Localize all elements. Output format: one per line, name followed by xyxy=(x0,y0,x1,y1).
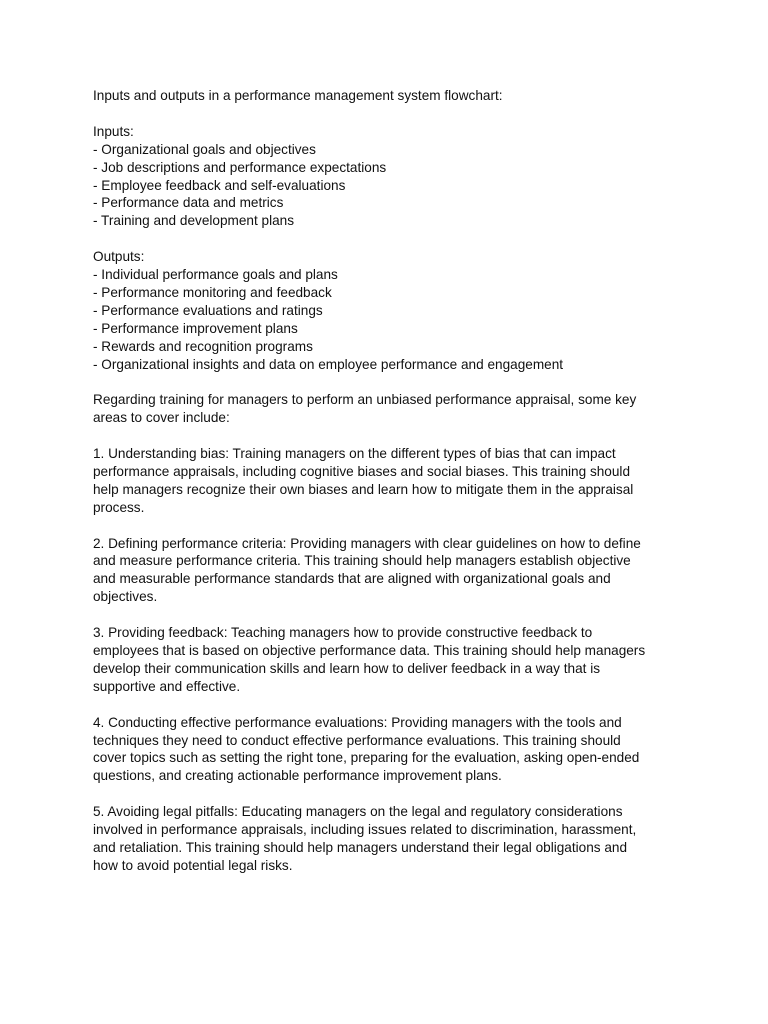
inputs-item: - Training and development plans xyxy=(93,213,295,229)
point-line: involved in performance appraisals, including issues related to discrimination, harassment, xyxy=(93,822,637,838)
training-point-3 xyxy=(93,624,683,696)
point-line: 4. Conducting effective performance evaluations: Providing managers with the tools and xyxy=(93,714,622,730)
training-point-2 xyxy=(93,535,683,607)
inputs-item: - Employee feedback and self-evaluations xyxy=(93,177,346,193)
point-line: process. xyxy=(93,499,145,515)
point-line: 3. Providing feedback: Teaching managers how to provide constructive feedback to xyxy=(93,625,593,641)
point-line: help managers recognize their own biases and learn how to mitigate them in the appraisal xyxy=(93,481,634,497)
training-point-5 xyxy=(93,803,683,875)
outputs-item: - Organizational insights and data on employee performance and engagement xyxy=(93,356,564,372)
point-line: performance appraisals, including cognitive biases and social biases. This training should xyxy=(93,463,631,479)
document-title: Inputs and outputs in a performance management system flowchart: xyxy=(93,88,503,103)
training-point-1 xyxy=(93,445,683,517)
point-line: and retaliation. This training should help managers understand their legal obligations and xyxy=(93,839,628,855)
point-line: 1. Understanding bias: Training managers on the different types of bias that can impact xyxy=(93,446,616,462)
inputs-heading: Inputs: xyxy=(93,123,134,139)
document-page xyxy=(93,87,683,893)
outputs-item: - Individual performance goals and plans xyxy=(93,267,338,283)
outputs-item: - Performance improvement plans xyxy=(93,320,298,336)
document-title-block xyxy=(93,87,683,105)
point-line: employees that is based on objective performance data. This training should help managers xyxy=(93,643,646,658)
outputs-section xyxy=(93,248,683,373)
point-line: and measure performance criteria. This training should help managers establish objective xyxy=(93,553,631,569)
inputs-section xyxy=(93,123,683,230)
training-intro xyxy=(93,391,683,427)
inputs-item: - Organizational goals and objectives xyxy=(93,141,316,157)
point-line: cover topics such as setting the right tone, preparing for the evaluation, asking open-ended xyxy=(93,750,640,766)
point-line: techniques they need to conduct effective performance evaluations. This training should xyxy=(93,732,621,748)
inputs-item: - Job descriptions and performance expectations xyxy=(93,159,387,175)
point-line: and measurable performance standards that are aligned with organizational goals and xyxy=(93,571,611,587)
training-point-4 xyxy=(93,714,683,786)
outputs-heading: Outputs: xyxy=(93,249,145,265)
point-line: questions, and creating actionable performance improvement plans. xyxy=(93,768,502,784)
point-line: objectives. xyxy=(93,589,158,605)
inputs-item: - Performance data and metrics xyxy=(93,195,284,211)
outputs-item: - Rewards and recognition programs xyxy=(93,338,313,354)
point-line: 2. Defining performance criteria: Providing managers with clear guidelines on how to define xyxy=(93,535,641,551)
point-line: develop their communication skills and learn how to deliver feedback in a way that is xyxy=(93,660,601,676)
intro-line: Regarding training for managers to perform an unbiased performance appraisal, some key xyxy=(93,392,637,408)
point-line: how to avoid potential legal risks. xyxy=(93,857,293,873)
point-line: supportive and effective. xyxy=(93,678,241,694)
outputs-item: - Performance monitoring and feedback xyxy=(93,284,332,300)
intro-line: areas to cover include: xyxy=(93,410,230,426)
point-line: 5. Avoiding legal pitfalls: Educating managers on the legal and regulatory considerations xyxy=(93,804,623,820)
outputs-item: - Performance evaluations and ratings xyxy=(93,302,323,318)
